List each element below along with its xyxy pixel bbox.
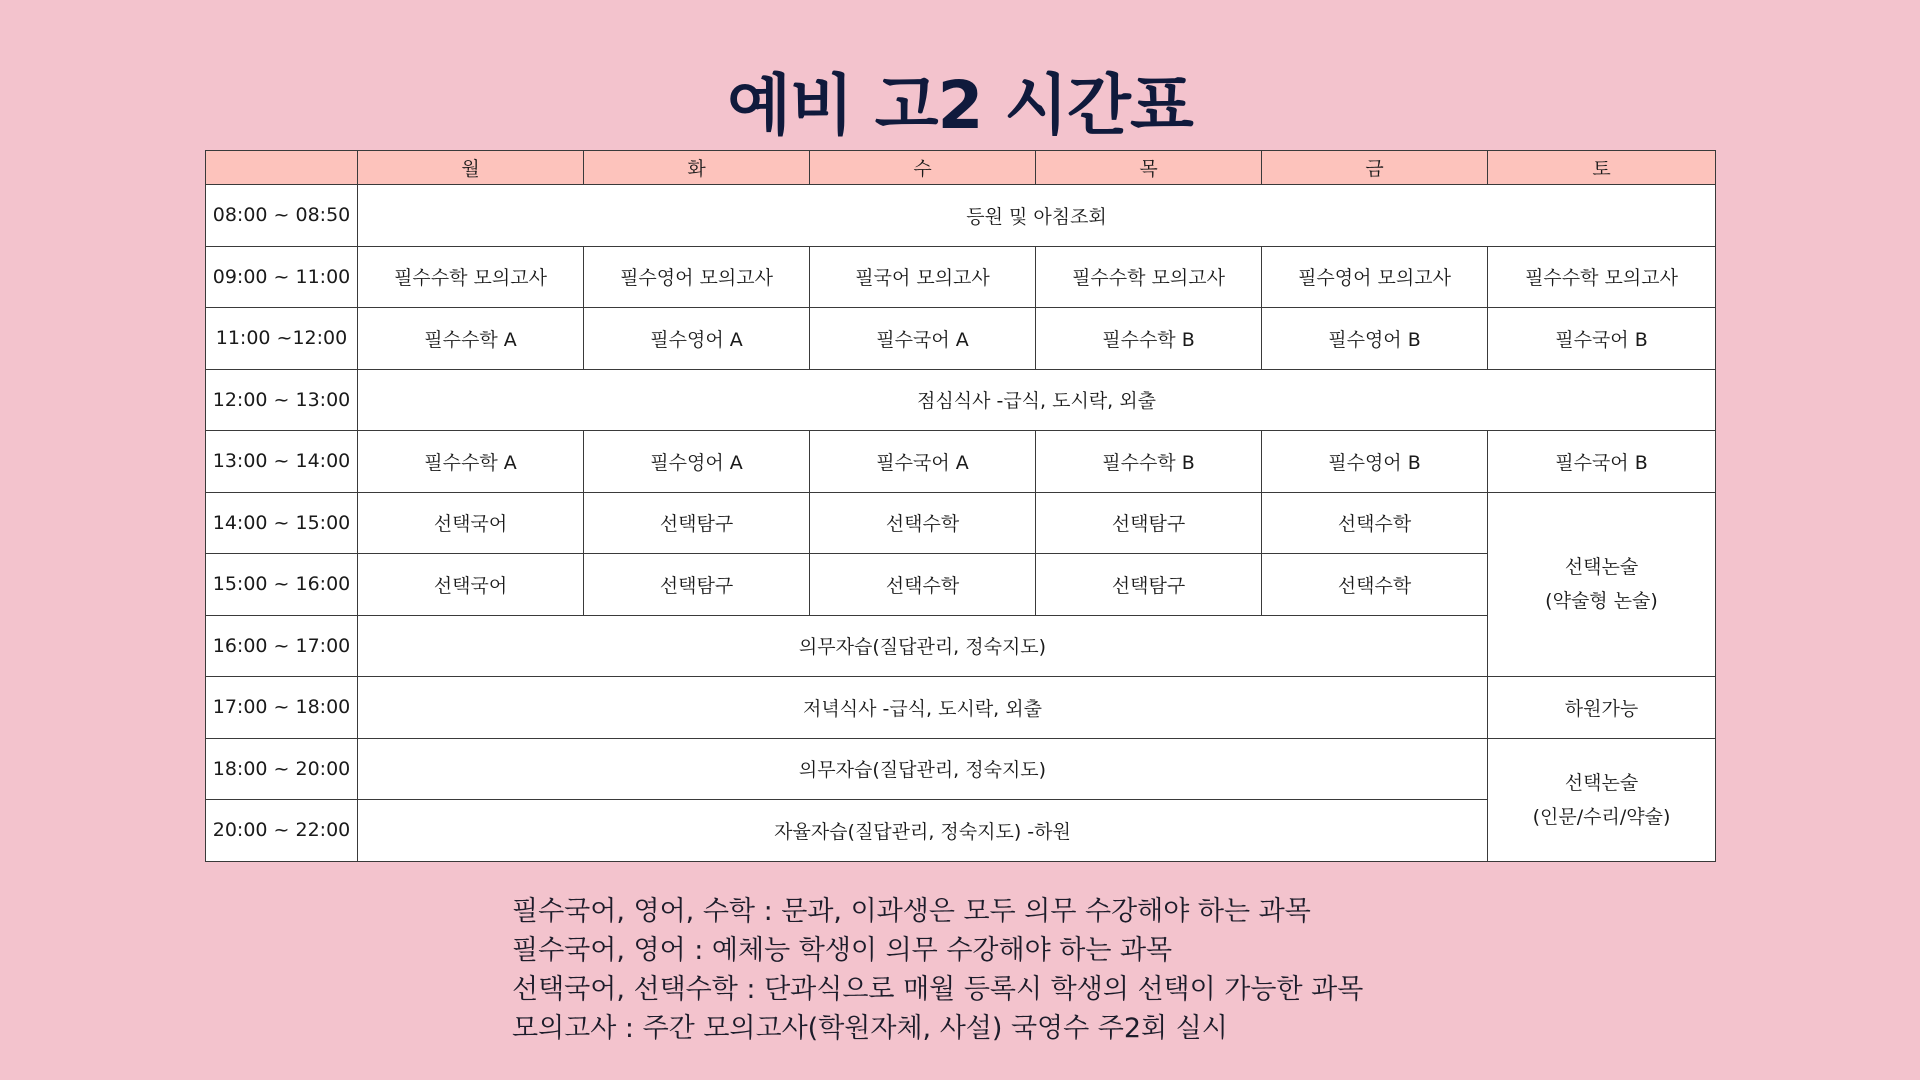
class-cell: 필수수학 B bbox=[1036, 308, 1262, 370]
table-row bbox=[206, 677, 1716, 739]
time-cell: 17:00 ~ 18:00 bbox=[206, 677, 358, 739]
class-cell: 필수영어 B bbox=[1262, 308, 1488, 370]
class-cell: 필수국어 A bbox=[810, 431, 1036, 493]
class-cell: 필수국어 A bbox=[810, 308, 1036, 370]
class-cell: 필수국어 B bbox=[1488, 431, 1716, 493]
class-cell: 필수수학 모의고사 bbox=[358, 246, 584, 308]
class-cell: 필수수학 B bbox=[1036, 431, 1262, 493]
span-cell: 의무자습(질답관리, 정숙지도) bbox=[358, 738, 1488, 800]
sat-nonsul-block bbox=[1488, 492, 1716, 677]
class-cell: 필수영어 A bbox=[584, 308, 810, 370]
class-cell: 선택수학 bbox=[1262, 554, 1488, 616]
table-row bbox=[206, 185, 1716, 247]
class-cell: 선택탐구 bbox=[584, 492, 810, 554]
span-cell: 점심식사 -급식, 도시락, 외출 bbox=[358, 369, 1716, 431]
class-cell: 필수수학 모의고사 bbox=[1488, 246, 1716, 308]
class-cell: 필국어 모의고사 bbox=[810, 246, 1036, 308]
header-corner bbox=[206, 151, 358, 185]
class-cell: 선택탐구 bbox=[1036, 492, 1262, 554]
notes bbox=[512, 892, 1363, 1048]
span-cell: 자율자습(질답관리, 정숙지도) -하원 bbox=[358, 800, 1488, 862]
table-row bbox=[206, 492, 1716, 554]
note-line: 모의고사 : 주간 모의고사(학원자체, 사설) 국영수 주2회 실시 bbox=[512, 1013, 1228, 1044]
sat-nonsul-line1: 선택논술 bbox=[1564, 556, 1639, 579]
note-line: 선택국어, 선택수학 : 단과식으로 매월 등록시 학생의 선택이 가능한 과목 bbox=[512, 974, 1364, 1005]
day-sat: 토 bbox=[1488, 151, 1716, 185]
time-cell: 08:00 ~ 08:50 bbox=[206, 185, 358, 247]
class-cell: 선택국어 bbox=[358, 554, 584, 616]
time-cell: 13:00 ~ 14:00 bbox=[206, 431, 358, 493]
note-line: 필수국어, 영어 : 예체능 학생이 의무 수강해야 하는 과목 bbox=[512, 935, 1173, 966]
class-cell: 필수수학 A bbox=[358, 308, 584, 370]
table-row bbox=[206, 246, 1716, 308]
sat-nonsul-line2: (인문/수리/약술) bbox=[1532, 805, 1671, 828]
span-cell: 의무자습(질답관리, 정숙지도) bbox=[358, 615, 1488, 677]
class-cell: 선택수학 bbox=[1262, 492, 1488, 554]
table-row bbox=[206, 738, 1716, 800]
time-cell: 12:00 ~ 13:00 bbox=[206, 369, 358, 431]
time-cell: 11:00 ~12:00 bbox=[206, 308, 358, 370]
class-cell: 필수영어 B bbox=[1262, 431, 1488, 493]
day-fri: 금 bbox=[1262, 151, 1488, 185]
sat-dismiss-cell: 하원가능 bbox=[1488, 677, 1716, 739]
table-row bbox=[206, 369, 1716, 431]
day-thu: 목 bbox=[1036, 151, 1262, 185]
time-cell: 16:00 ~ 17:00 bbox=[206, 615, 358, 677]
table-row bbox=[206, 431, 1716, 493]
table-row bbox=[206, 308, 1716, 370]
timetable bbox=[205, 150, 1716, 862]
class-cell: 필수영어 모의고사 bbox=[1262, 246, 1488, 308]
header-row bbox=[206, 151, 1716, 185]
time-cell: 20:00 ~ 22:00 bbox=[206, 800, 358, 862]
class-cell: 필수수학 모의고사 bbox=[1036, 246, 1262, 308]
time-cell: 14:00 ~ 15:00 bbox=[206, 492, 358, 554]
class-cell: 필수영어 모의고사 bbox=[584, 246, 810, 308]
sat-nonsul-line2: (약술형 논술) bbox=[1545, 590, 1658, 613]
sat-nonsul-block bbox=[1488, 738, 1716, 861]
note-line: 필수국어, 영어, 수학 : 문과, 이과생은 모두 의무 수강해야 하는 과목 bbox=[512, 896, 1311, 927]
span-cell: 등원 및 아침조회 bbox=[358, 185, 1716, 247]
class-cell: 선택수학 bbox=[810, 492, 1036, 554]
class-cell: 필수국어 B bbox=[1488, 308, 1716, 370]
class-cell: 필수영어 A bbox=[584, 431, 810, 493]
class-cell: 선택탐구 bbox=[1036, 554, 1262, 616]
sat-nonsul-line1: 선택논술 bbox=[1564, 771, 1639, 794]
day-tue: 화 bbox=[584, 151, 810, 185]
span-cell: 저녁식사 -급식, 도시락, 외출 bbox=[358, 677, 1488, 739]
time-cell: 09:00 ~ 11:00 bbox=[206, 246, 358, 308]
class-cell: 선택국어 bbox=[358, 492, 584, 554]
page-title: 예비 고2 시간표 bbox=[727, 67, 1193, 144]
class-cell: 선택탐구 bbox=[584, 554, 810, 616]
time-cell: 18:00 ~ 20:00 bbox=[206, 738, 358, 800]
day-wed: 수 bbox=[810, 151, 1036, 185]
class-cell: 선택수학 bbox=[810, 554, 1036, 616]
class-cell: 필수수학 A bbox=[358, 431, 584, 493]
day-mon: 월 bbox=[358, 151, 584, 185]
time-cell: 15:00 ~ 16:00 bbox=[206, 554, 358, 616]
